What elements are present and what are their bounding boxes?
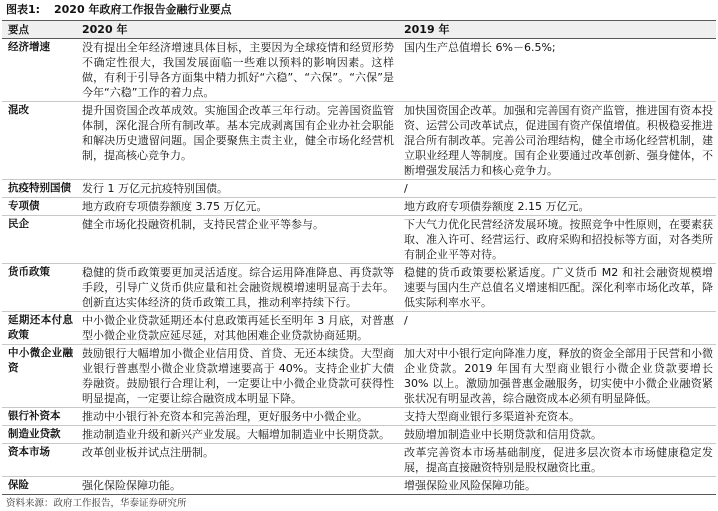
text-2019-cell: 支持大型商业银行多渠道补充资本。 (404, 410, 580, 423)
topic-cell: 保险 (8, 479, 29, 491)
header-2020: 2020 年 (82, 23, 128, 36)
row-special-bonds (2, 198, 716, 216)
text-2019-cell: 国内生产总值增长 6%－6.5%; (404, 41, 556, 54)
topic-cell: 资本市场 (8, 446, 50, 458)
table-header-row (2, 21, 716, 39)
figure-title: 2020 年政府工作报告金融行业要点 (54, 3, 232, 16)
topic-cell: 混改 (8, 104, 29, 116)
row-manufacturing-loans (2, 426, 716, 444)
text-2020-cell: 强化保险保障功能。 (82, 479, 181, 492)
topic-cell: 货币政策 (8, 266, 50, 278)
text-2020-cell: 地方政府专项债券额度 3.75 万亿元。 (82, 200, 268, 213)
text-2020-cell: 提升国资国企改革成效。实施国企改革三年行动。完善国资监管体制，深化混合所有制改革。基本完成剥离国有企业办社会职能和解决历史遗留问题。国企要聚焦主责主业，健全市场化经营机制，提高核心竞争力。 (82, 104, 394, 162)
figure-label: 图表1: (6, 3, 41, 16)
row-bank-capital (2, 408, 716, 426)
topic-cell: 专项债 (8, 200, 40, 212)
row-deferred-repayment (2, 312, 716, 345)
text-2020-cell: 稳健的货币政策要更加灵活适度。综合运用降准降息、再贷款等手段，引导广义货币供应量和社会融资规模增速明显高于去年。创新直达实体经济的货币政策工具，推动利率持续下行。 (82, 266, 394, 309)
text-2019-cell: / (404, 314, 408, 327)
topic-cell: 银行补资本 (8, 410, 61, 422)
row-capital-market (2, 444, 716, 477)
topic-cell: 抗疫特别国债 (8, 182, 71, 194)
text-2019-cell: 加大对中小银行定向降准力度，释放的资金全部用于民营和小微企业贷款。2019 年国有大型商业银行小微企业贷款要增长 30% 以上。激励加强普惠金融服务，切实使中小微企业融资紧张状况有明显改善，综合融资成本必须有明显降低。 (404, 347, 713, 405)
topic-cell: 制造业贷款 (8, 428, 61, 440)
row-anti-epidemic-bonds (2, 180, 716, 198)
row-mixed-ownership-reform (2, 102, 716, 180)
text-2019-cell: 地方政府专项债券额度 2.15 万亿元。 (404, 200, 590, 213)
row-private-enterprises (2, 216, 716, 264)
text-2020-cell: 发行 1 万亿元抗疫特别国债。 (82, 182, 228, 195)
topic-cell: 中小微企业融资 (8, 347, 73, 374)
text-2020-cell: 中小微企业贷款延期还本付息政策再延长至明年 3 月底，对普惠型小微企业贷款应延尽延，对其他困难企业贷款协商延期。 (82, 314, 394, 342)
source-note: 资料来源：政府工作报告，华泰证券研究所 (6, 498, 187, 509)
topic-cell: 民企 (8, 218, 29, 230)
row-insurance (2, 477, 716, 495)
text-2019-cell: 稳健的货币政策要松紧适度。广义货币 M2 和社会融资规模增速要与国内生产总值名义增速相匹配。深化利率市场化改革，降低实际利率水平。 (404, 266, 713, 309)
topic-cell: 延期还本付息政策 (8, 314, 73, 341)
text-2020-cell: 推动制造业升级和新兴产业发展。大幅增加制造业中长期贷款。 (82, 428, 390, 441)
text-2019-cell: 鼓励增加制造业中长期贷款和信用贷款。 (404, 428, 602, 441)
text-2020-cell: 改革创业板并试点注册制。 (82, 446, 214, 459)
text-2019-cell: 下大气力优化民营经济发展环境。按照竞争中性原则，在要素获取、准入许可、经营运行、政府采购和招投标等方面，对各类所有制企业平等对待。 (404, 218, 713, 261)
text-2019-cell: 加快国资国企改革。加强和完善国有资产监管，推进国有资本投资、运营公司改革试点，促进国有资产保值增值。积极稳妥推进混合所有制改革。完善公司治理结构，健全市场化经营机制，建立职业经理人等制度。国有企业要通过改革创新、强身健体，不断增强发展活力和核心竞争力。 (404, 104, 713, 177)
text-2019-cell: / (404, 182, 408, 195)
text-2020-cell: 鼓励银行大幅增加小微企业信用贷、首贷、无还本续贷。大型商业银行普惠型小微企业贷款增速要高于 40%。支持企业扩大债券融资。鼓励银行合理让利，一定要让中小微企业贷款可获得性明显提高，一定要让综合融资成本明显下降。 (82, 347, 394, 405)
text-2020-cell: 推动中小银行补充资本和完善治理，更好服务中小微企业。 (82, 410, 368, 423)
text-2019-cell: 增强保险业风险保障功能。 (404, 479, 536, 492)
header-2019: 2019 年 (404, 23, 450, 36)
row-economic-growth (2, 39, 716, 102)
row-msme-financing (2, 345, 716, 408)
row-monetary-policy (2, 264, 716, 312)
header-topic: 要点 (8, 24, 29, 36)
text-2020-cell: 没有提出全年经济增速具体目标，主要因为全球疫情和经贸形势不确定性很大，我国发展面临一些难以预料的影响因素。这样做，有利于引导各方面集中精力抓好“六稳”、“六保”。“六保”是今年“六稳”工作的着力点。 (82, 41, 394, 99)
text-2020-cell: 健全市场化投融资机制，支持民营企业平等参与。 (82, 218, 324, 231)
policy-comparison-table (2, 21, 716, 495)
topic-cell: 经济增速 (8, 41, 50, 53)
figure-title-bar (2, 0, 716, 21)
text-2019-cell: 改革完善资本市场基础制度，促进多层次资本市场健康稳定发展，提高直接融资特别是股权融资比重。 (404, 446, 713, 474)
